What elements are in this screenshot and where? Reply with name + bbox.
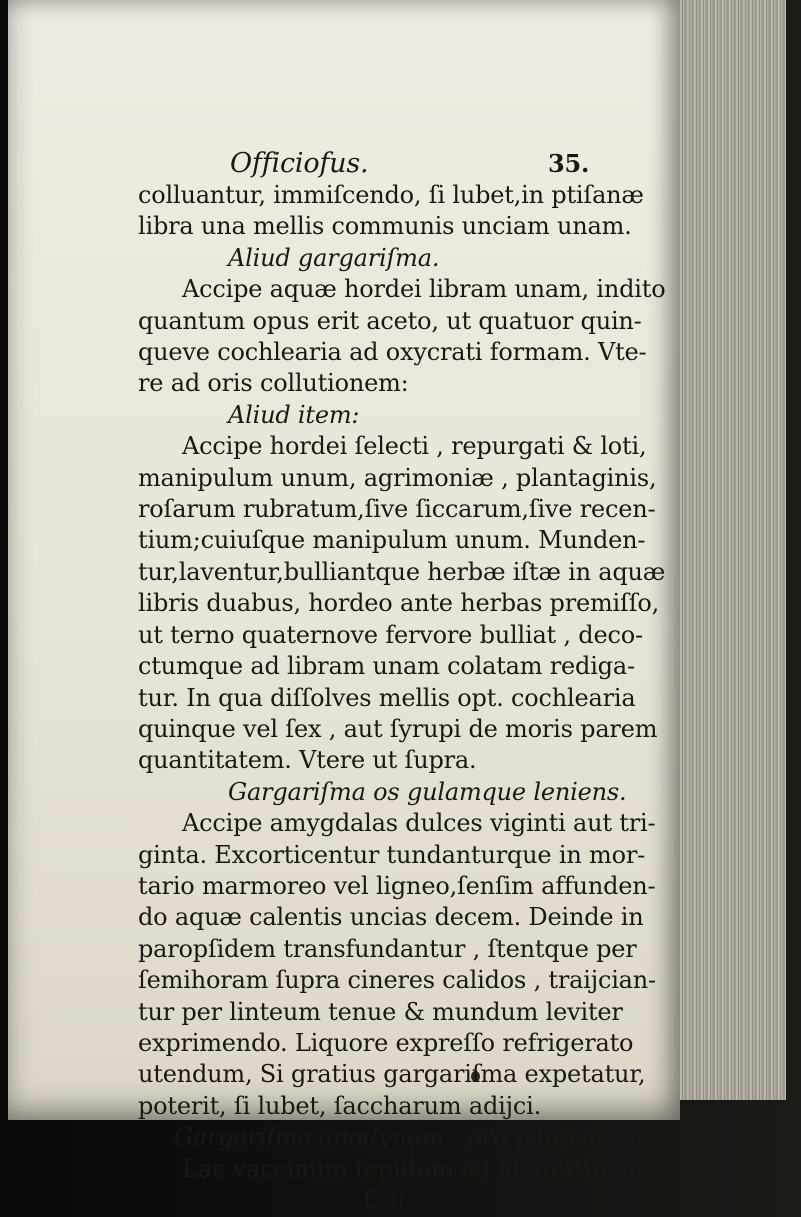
section-heading: Gargariſma anodynum , pro pauperibus. bbox=[174, 1123, 658, 1152]
running-head: Officiofus. bbox=[230, 148, 369, 179]
text-line: Lac vaccinum tepidum ad id aptiſſimũ eſt. bbox=[182, 1154, 684, 1183]
text-line: paropſidem transfundantur , ſtentque per bbox=[138, 934, 637, 963]
text-line: quantitatem. Vtere ut ſupra. bbox=[138, 746, 477, 775]
text-line: tario marmoreo vel ligneo,ſenſim affunden- bbox=[138, 871, 656, 900]
text-line: do aquæ calentis uncias decem. Deinde in bbox=[138, 903, 644, 932]
signature-mark: C ij bbox=[364, 1186, 405, 1214]
section-heading: Gargariſma os gulamque leniens. bbox=[228, 777, 627, 806]
text-line: ctumque ad libram unam colatam rediga- bbox=[138, 652, 635, 681]
text-line: libris duabus, hordeo ante herbas premiſſo, bbox=[138, 589, 660, 618]
text-line: utendum, Si gratius gargariſma expetatur, bbox=[138, 1060, 646, 1089]
text-line: quinque vel ſex , aut ſyrupi de moris parem bbox=[138, 714, 658, 743]
text-line: re ad oris collutionem: bbox=[138, 369, 409, 398]
text-line: Accipe amygdalas dulces viginti aut tri- bbox=[182, 809, 656, 838]
book-page-edges bbox=[676, 0, 786, 1100]
page-number: 35. bbox=[548, 149, 590, 178]
text-line: Accipe aquæ hordei libram unam, indito bbox=[182, 275, 666, 304]
text-line: manipulum unum, agrimoniæ , plantaginis, bbox=[138, 463, 657, 492]
page-header bbox=[138, 148, 658, 184]
text-line: tur,laventur,bulliantque herbæ iſtæ in aquæ bbox=[138, 557, 666, 586]
text-line: queve cochlearia ad oxycrati formam. Vte- bbox=[138, 338, 647, 367]
page-text bbox=[138, 148, 684, 1216]
text-line: exprimendo. Liquore expreſſo refrigerato bbox=[138, 1028, 634, 1057]
text-line: quantum opus erit aceto, ut quatuor quin- bbox=[138, 306, 642, 335]
section-heading: Aliud gargariſma. bbox=[228, 243, 440, 272]
text-line: ſemihoram ſupra cineres calidos , traijcian- bbox=[138, 966, 656, 995]
text-line: tium;cuiuſque manipulum unum. Munden- bbox=[138, 526, 646, 555]
text-line: libra una mellis communis unciam unam. bbox=[138, 212, 632, 241]
section-heading: Aliud item: bbox=[228, 400, 360, 429]
text-line: Accipe hordei ſelecti , repurgati & loti, bbox=[182, 432, 647, 461]
text-line: colluantur, immiſcendo, ſi lubet,in ptiſanæ bbox=[138, 181, 644, 209]
text-line: tur per linteum tenue & mundum leviter bbox=[138, 997, 623, 1026]
text-line: poterit, ſi lubet, ſaccharum adijci. bbox=[138, 1091, 541, 1120]
text-line: tur. In qua diſſolves mellis opt. cochlearia bbox=[138, 683, 636, 712]
text-line: ginta. Excorticentur tundanturque in mor- bbox=[138, 840, 646, 869]
text-line: roſarum rubratum,ſive ſiccarum,ſive recen- bbox=[138, 495, 656, 524]
text-line: ut terno quaternove fervore bulliat , deco- bbox=[138, 620, 643, 649]
